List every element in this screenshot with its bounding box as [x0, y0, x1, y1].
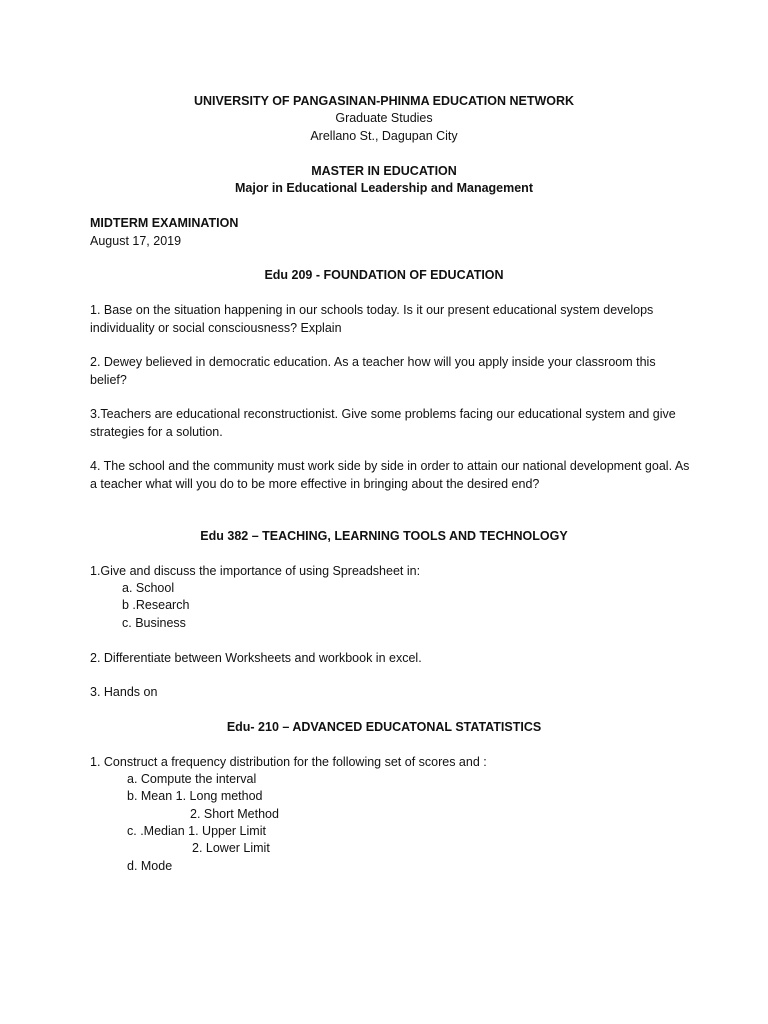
program-major: Major in Educational Leadership and Management: [235, 181, 533, 195]
program-title: MASTER IN EDUCATION: [311, 164, 457, 178]
question-edu209-2: 2. Dewey believed in democratic education. As a teacher how will you apply inside your classroom this belief?: [90, 355, 656, 387]
question-edu209-1: 1. Base on the situation happening in our schools today. Is it our present educational system develops individuality or social consciousness? Explain: [90, 303, 654, 335]
question-edu382-1-item-b: b .Research: [122, 598, 190, 612]
question-edu210-item-a: a. Compute the interval: [127, 772, 257, 786]
section-heading-edu209: Edu 209 - FOUNDATION OF EDUCATION: [264, 268, 504, 282]
question-edu210-item-b2: 2. Short Method: [190, 807, 279, 821]
exam-title: MIDTERM EXAMINATION: [90, 216, 239, 230]
question-edu210-item-c2: 2. Lower Limit: [192, 841, 270, 855]
address: Arellano St., Dagupan City: [310, 129, 458, 143]
university-name: UNIVERSITY OF PANGASINAN-PHINMA EDUCATION NETWORK: [193, 94, 575, 108]
question-edu382-3: 3. Hands on: [90, 685, 158, 699]
question-edu382-1: 1.Give and discuss the importance of using Spreadsheet in:: [90, 564, 421, 578]
question-edu210-item-d: d. Mode: [127, 859, 173, 873]
question-edu209-3: 3.Teachers are educational reconstructionist. Give some problems facing our educational system and give strategies for a solution.: [90, 407, 676, 439]
question-edu210-1: 1. Construct a frequency distribution for the following set of scores and :: [90, 755, 487, 769]
section-heading-edu382: Edu 382 – TEACHING, LEARNING TOOLS AND TECHNOLOGY: [200, 529, 568, 543]
question-edu210-item-b: b. Mean 1. Long method: [127, 789, 263, 803]
department: Graduate Studies: [335, 111, 433, 125]
question-edu382-1-item-a: a. School: [122, 581, 175, 595]
exam-date: August 17, 2019: [90, 234, 182, 248]
question-edu210-item-c: c. .Median 1. Upper Limit: [127, 824, 266, 838]
section-heading-edu210: Edu- 210 – ADVANCED EDUCATONAL STATATISTICS: [226, 720, 542, 734]
question-edu382-2: 2. Differentiate between Worksheets and workbook in excel.: [90, 651, 422, 665]
question-edu209-4: 4. The school and the community must work side by side in order to attain our national development goal. As a teacher what will you do to be more effective in bringing about the desired end?: [90, 459, 690, 491]
question-edu382-1-item-c: c. Business: [122, 616, 186, 630]
